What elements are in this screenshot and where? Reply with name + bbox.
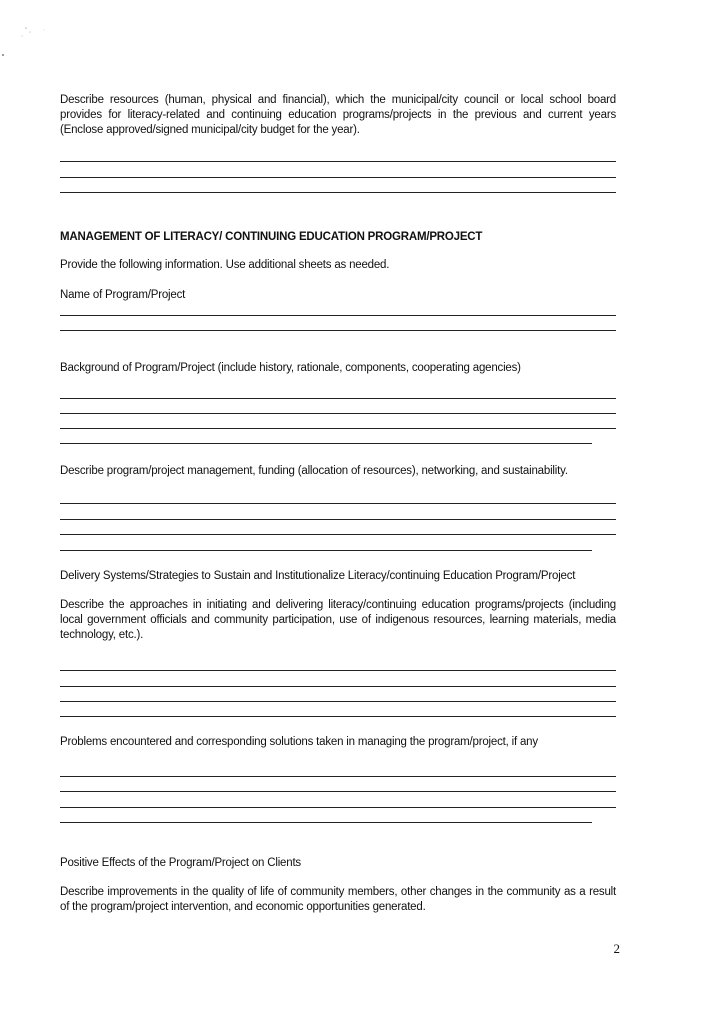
answer-line[interactable] xyxy=(60,177,616,178)
answer-line[interactable] xyxy=(60,550,592,551)
answer-line[interactable] xyxy=(60,443,592,444)
section-heading-management: MANAGEMENT OF LITERACY/ CONTINUING EDUCATION PROGRAM/PROJECT xyxy=(60,231,483,243)
answer-line[interactable] xyxy=(60,503,616,504)
answer-line[interactable] xyxy=(60,192,616,193)
effects-heading: Positive Effects of the Program/Project on Clients xyxy=(60,857,301,869)
background-label: Background of Program/Project (include history, rationale, components, cooperating agencies) xyxy=(60,362,521,374)
answer-line[interactable] xyxy=(60,428,616,429)
delivery-heading: Delivery Systems/Strategies to Sustain and Institutionalize Literacy/continuing Education Program/Project xyxy=(60,570,576,582)
page-number: 2 xyxy=(613,941,620,956)
problems-label: Problems encountered and corresponding solutions taken in managing the program/project, if any xyxy=(60,736,538,748)
answer-line[interactable] xyxy=(60,791,616,792)
program-name-label: Name of Program/Project xyxy=(60,289,186,301)
answer-line[interactable] xyxy=(60,315,616,316)
answer-line[interactable] xyxy=(60,670,616,671)
answer-line[interactable] xyxy=(60,701,616,702)
management-label: Describe program/project management, funding (allocation of resources), networking, and sustainability. xyxy=(60,465,568,477)
answer-line[interactable] xyxy=(60,822,592,823)
answer-line[interactable] xyxy=(60,519,616,520)
answer-line[interactable] xyxy=(60,161,616,162)
answer-line[interactable] xyxy=(60,686,616,687)
answer-line[interactable] xyxy=(60,776,616,777)
instruction-text: Provide the following information. Use additional sheets as needed. xyxy=(60,259,390,271)
effects-paragraph: Describe improvements in the quality of life of community members, other changes in the community as a result of the program/project intervention, and economic opportunities generated. xyxy=(60,886,616,913)
answer-line[interactable] xyxy=(60,807,616,808)
intro-paragraph: Describe resources (human, physical and financial), which the municipal/city council or local school board provides for literacy-related and continuing education programs/projects in the previous and current years (Enclose approved/signed municipal/city budget for the year). xyxy=(60,94,616,136)
delivery-paragraph: Describe the approaches in initiating and delivering literacy/continuing education programs/projects (including local government officials and community participation, use of indigenous resources, learning materials, media technology, etc.). xyxy=(60,599,616,641)
scan-specks xyxy=(0,22,60,62)
answer-line[interactable] xyxy=(60,413,616,414)
answer-line[interactable] xyxy=(60,330,616,331)
answer-line[interactable] xyxy=(60,398,616,399)
answer-line[interactable] xyxy=(60,716,616,717)
answer-line[interactable] xyxy=(60,534,616,535)
